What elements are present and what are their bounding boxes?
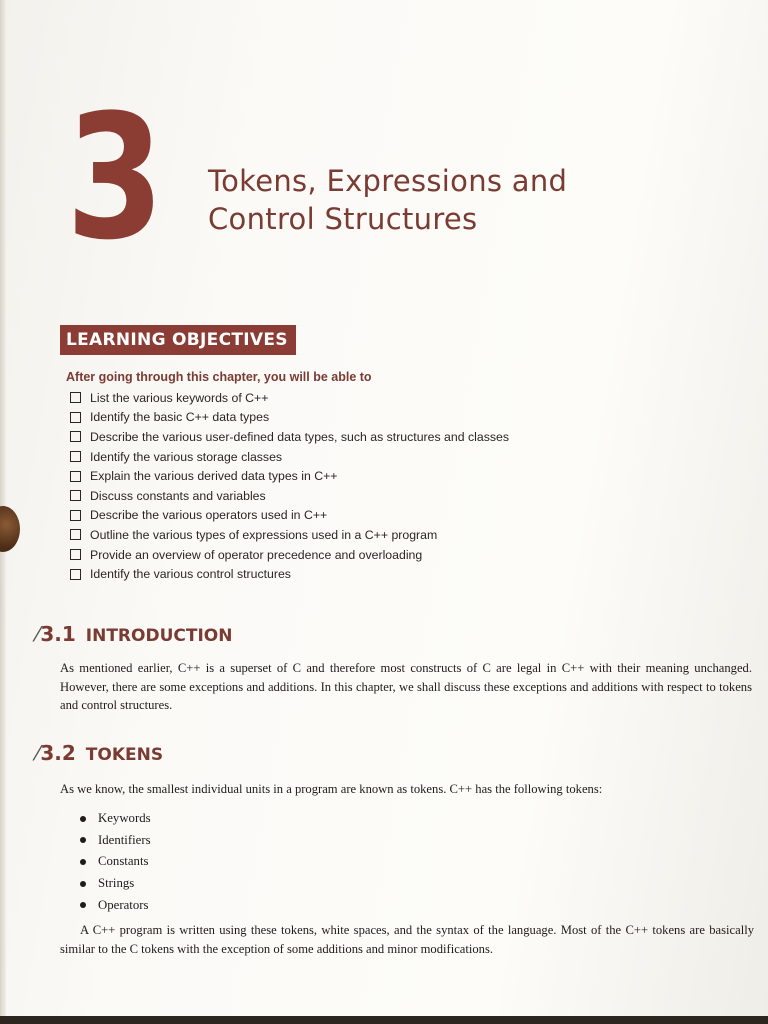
objective-text: Provide an overview of operator precedence and overloading — [90, 547, 423, 562]
objective-item — [70, 447, 509, 467]
objective-item — [70, 545, 509, 565]
objective-text: Identify the various storage classes — [90, 449, 283, 464]
section-heading-introduction — [36, 622, 232, 646]
objective-item — [70, 427, 509, 447]
objective-text: Identify the various control structures — [90, 567, 291, 582]
chapter-title-line-1: Tokens, Expressions and — [208, 164, 568, 198]
objective-text: Outline the various types of expressions used in a C++ program — [90, 527, 438, 542]
tokens-closing-paragraph: A C++ program is written using these tokens, white spaces, and the syntax of the language. Most of the C++ tokens are basically similar to the C tokens with the exception of some additions and minor modifications. — [60, 923, 754, 956]
checkbox-icon — [70, 510, 81, 521]
objective-item — [70, 486, 509, 506]
list-item — [80, 851, 151, 873]
checkbox-icon — [70, 412, 81, 423]
list-item — [80, 808, 151, 830]
list-item-text: Identifiers — [98, 832, 151, 847]
check-mark-icon: ⁄ — [36, 622, 40, 646]
bullet-icon — [80, 816, 86, 822]
objective-text: Identify the basic C++ data types — [90, 410, 270, 425]
learning-objectives-list — [70, 388, 509, 584]
objective-item — [70, 525, 509, 545]
chapter-number: 3 — [66, 77, 165, 278]
checkbox-icon — [70, 431, 81, 442]
checkbox-icon — [70, 451, 81, 462]
introduction-paragraph: As mentioned earlier, C++ is a superset of C and therefore most constructs of C are legal in C++ with their meaning unchanged. However, there are some exceptions and additions. In this chapter, we shall discuss these exceptions and additions with respect to tokens and control structures. — [60, 661, 752, 712]
list-item-text: Strings — [98, 876, 135, 891]
section-title: TOKENS — [85, 745, 164, 765]
objective-text: Explain the various derived data types in C++ — [90, 469, 338, 484]
list-item-text: Constants — [98, 854, 149, 869]
section-number: 3.2 — [40, 741, 76, 765]
objective-item — [70, 564, 509, 584]
checkbox-icon — [70, 392, 81, 403]
checkbox-icon — [70, 569, 81, 580]
learning-objectives-intro: After going through this chapter, you will be able to — [66, 370, 372, 384]
chapter-title-line-2: Control Structures — [208, 202, 478, 236]
objective-item — [70, 408, 509, 428]
bullet-icon — [80, 837, 86, 843]
checkbox-icon — [70, 529, 81, 540]
list-item-text: Operators — [98, 897, 149, 912]
objective-text: Describe the various user-defined data types, such as structures and classes — [90, 429, 509, 444]
objective-text: Discuss constants and variables — [90, 488, 266, 503]
objective-item — [70, 388, 509, 408]
bullet-icon — [80, 881, 86, 887]
list-item — [80, 894, 151, 916]
objective-text: Describe the various operators used in C++ — [90, 508, 328, 523]
objective-item — [70, 466, 509, 486]
objective-text: List the various keywords of C++ — [90, 390, 269, 405]
checkbox-icon — [70, 549, 81, 560]
section-number: 3.1 — [40, 622, 76, 646]
learning-objectives-badge: LEARNING OBJECTIVES — [60, 325, 296, 355]
bullet-icon — [80, 859, 86, 865]
token-list — [80, 808, 151, 916]
bullet-icon — [80, 902, 86, 908]
list-item — [80, 830, 151, 852]
binder-tab — [0, 506, 20, 552]
checkbox-icon — [70, 471, 81, 482]
section-title: INTRODUCTION — [85, 626, 233, 646]
section-heading-tokens — [36, 741, 163, 765]
checkbox-icon — [70, 490, 81, 501]
page-bottom-edge — [0, 1016, 768, 1024]
chapter-title — [208, 162, 567, 238]
tokens-lead-paragraph: As we know, the smallest individual units in a program are known as tokens. C++ has the following tokens: — [60, 782, 603, 796]
list-item — [80, 873, 151, 895]
list-item-text: Keywords — [98, 811, 151, 826]
objective-item — [70, 506, 509, 526]
check-mark-icon: ⁄ — [36, 741, 40, 765]
